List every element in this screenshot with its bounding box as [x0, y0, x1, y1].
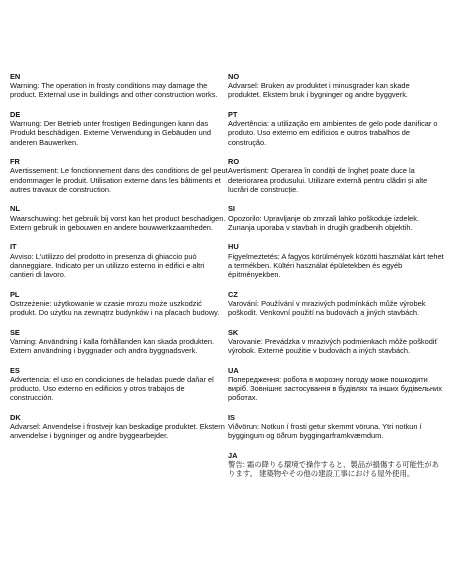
lang-code: DK — [10, 412, 21, 422]
warning-text: Avertisment: Operarea în condiții de îngheț poate duce la deteriorarea produsului. Utilizare externă pentru clădiri și alte lucrări de construcție. — [228, 166, 428, 194]
warning-text: Ostrzeżenie: użytkowanie w czasie mrozu może uszkodzić produkt. Do użytku na zewnątrz budynków i na placach budowy. — [10, 298, 220, 318]
lang-entry-is — [228, 413, 444, 441]
lang-entry-ja — [228, 451, 444, 479]
lang-code: DE — [10, 110, 21, 119]
lang-entry-si — [228, 204, 444, 232]
lang-code: FR — [10, 157, 20, 167]
lang-code: IS — [228, 412, 235, 422]
lang-entry-pl — [10, 290, 228, 318]
right-column — [228, 72, 444, 489]
lang-code: SK — [228, 327, 239, 337]
lang-code: JA — [228, 450, 238, 460]
warning-text: Advertencia: el uso en condiciones de heladas puede dañar el producto. Uso externo en edificios y otros trabajos de construcción. — [10, 374, 214, 403]
lang-entry-ua — [228, 366, 444, 403]
warning-text: Varning: Användning i kalla förhållanden kan skada produkten. Extern användning i byggnader och andra byggnadsverk. — [10, 336, 215, 356]
warning-text: Warnung: Der Betrieb unter frostigen Bedingungen kann das Produkt beschädigen. Externe Verwendung in Gebäuden und anderen Bauwerken. — [10, 119, 211, 147]
warning-text: Попередження: робота в морозну погоду може пошкодити виріб. Зовнішнє застосування в будівлях та інших будівельних роботах. — [228, 374, 442, 403]
warning-text: Varování: Používání v mrazivých podmínkách může výrobek poškodit. Venkovní použití na budovách a jiných stavbách. — [228, 298, 426, 318]
warning-text: 警告: 霜の降りる環境で操作すると、製品が損傷する可能性があります。 建築物やその他の建設工事における屋外使用。 — [228, 460, 440, 479]
warning-text: Figyelmeztetés: A fagyos körülmények közötti használat kárt tehet a termékben. Kültéri használat épületekben és egyéb építményekben. — [228, 251, 444, 280]
lang-code: ES — [10, 365, 20, 375]
warning-text: Advertência: a utilização em ambientes de gelo pode danificar o produto. Uso externo em edifícios e outros trabalhos de construção. — [228, 119, 438, 147]
lang-entry-nl — [10, 204, 228, 232]
lang-code: PL — [10, 289, 20, 299]
lang-code: IT — [10, 242, 17, 252]
lang-code: CZ — [228, 289, 238, 299]
warning-text: Viðvörun: Notkun í frosti getur skemmt vöruna. Ytri notkun í byggingum og öðrum byggingarframkvæmdum. — [228, 422, 422, 441]
lang-code: HU — [228, 242, 239, 252]
warning-text: Warning: The operation in frosty conditions may damage the product. External use in buildings and other construction works. — [10, 81, 218, 100]
warning-text: Advarsel: Anvendelse i frostvejr kan beskadige produktet. Ekstern anvendelse i bygninger og andre byggearbejder. — [10, 422, 225, 441]
lang-code: NL — [10, 204, 20, 214]
lang-code: UA — [228, 365, 239, 375]
lang-code: NO — [228, 72, 240, 81]
warning-text: Opozorilo: Upravljanje ob zmrzali lahko poškoduje izdelek. Zunanja uporaba v stavbah in drugih gradbenih objektih. — [228, 213, 420, 232]
warning-text: Avviso: L'utilizzo del prodotto in presenza di ghiaccio può danneggiare. Indicato per un utilizzo esterno in edifici e altri cantieri di lavoro. — [10, 251, 205, 280]
lang-entry-no — [228, 72, 444, 100]
lang-entry-it — [10, 242, 228, 279]
lang-entry-en — [10, 72, 228, 100]
lang-entry-pt — [228, 110, 444, 147]
warning-text: Waarschuwing: het gebruik bij vorst kan het product beschadigen. Extern gebruik in gebouwen en andere bouwwerkzaamheden. — [10, 213, 226, 232]
lang-code: EN — [10, 72, 21, 81]
lang-entry-de — [10, 110, 228, 147]
lang-code: SI — [228, 204, 235, 214]
lang-code: RO — [228, 157, 240, 167]
lang-entry-es — [10, 366, 228, 403]
lang-entry-se — [10, 328, 228, 356]
lang-entry-ro — [228, 157, 444, 194]
warning-text: Advarsel: Bruken av produktet i minusgrader kan skade produktet. Ekstern bruk i bygninger og andre byggverk. — [228, 81, 410, 100]
lang-entry-dk — [10, 413, 228, 441]
warning-text: Avertissement: Le fonctionnement dans des conditions de gel peut endommager le produit. Utilisation externe dans les bâtiments et autres travaux de construction. — [10, 166, 228, 194]
lang-code: PT — [228, 110, 238, 119]
lang-code: SE — [10, 327, 20, 337]
lang-entry-cz — [228, 290, 444, 318]
lang-entry-sk — [228, 328, 444, 356]
lang-entry-hu — [228, 242, 444, 279]
lang-entry-fr — [10, 157, 228, 194]
left-column — [10, 72, 228, 451]
warning-text: Varovanie: Prevádzka v mrazivých podmienkach môže poškodiť výrobok. Externé použitie v budovách a iných stavbách. — [228, 336, 438, 356]
